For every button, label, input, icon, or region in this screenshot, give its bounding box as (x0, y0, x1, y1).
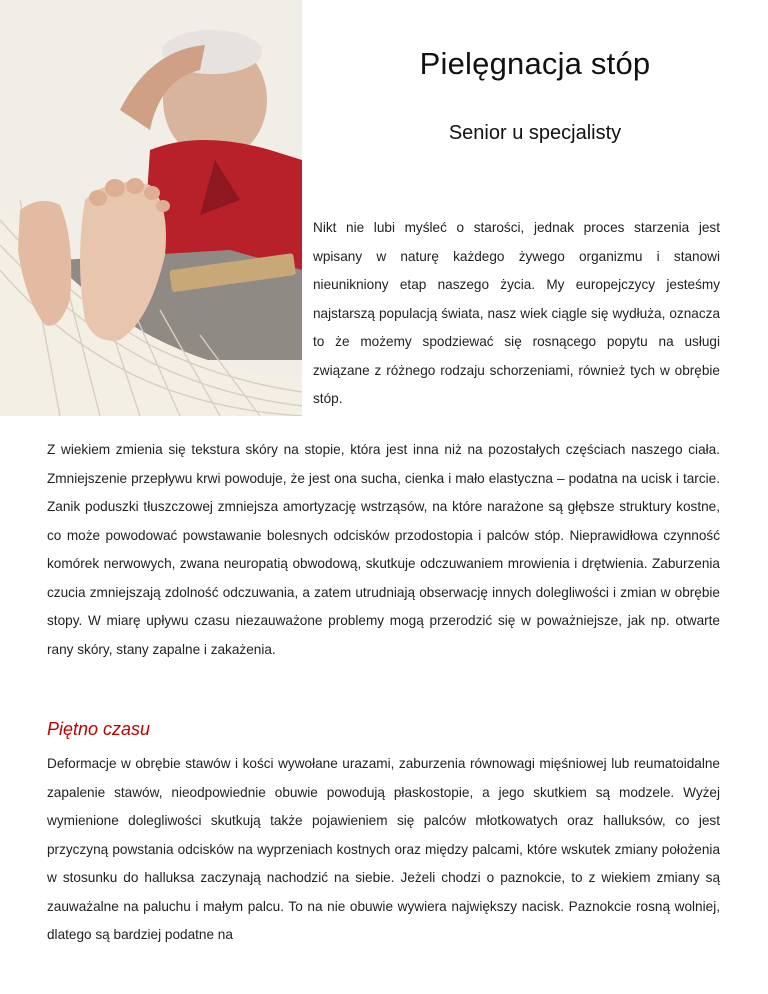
senior-hammock-photo (0, 0, 302, 416)
page-subtitle: Senior u specjalisty (448, 122, 622, 144)
intro-paragraph: Nikt nie lubi myśleć o starości, jednak proces starzenia jest wpisany w naturę każdego żywego organizmu i stanowi nieunikniony etap naszego życia. My europejczycy jesteśmy najstarszą populacją świata, nasz wiek ciągle się wydłuża, oznacza to że możemy spodziewać się rosnącego popytu na usługi związane z różnego rodzaju schorzeniami, również tych w obrębie stóp. (313, 220, 720, 406)
page-title: Pielęgnacja stóp (419, 46, 651, 81)
deformations-paragraph: Deformacje w obrębie stawów i kości wywołane urazami, zaburzenia równowagi mięśniowej lub reumatoidalne zapalenie stawów, nieodpowiednie obuwie powodują płaskostopie, a jego skutkiem są modzele. Wyżej wymienione dolegliwości skutkują także pojawieniem się palców młotkowatych oraz halluksów, co jest przyczyną powstania odcisków na wyprzeniach kostnych oraz między palcami, które wskutek zmiany położenia w stosunku do halluksa zaczynają nachodzić na siebie. Jeżeli chodzi o paznokcie, to z wiekiem zmiany są zauważalne na paluchu i małym palcu. To na nie obuwie wywiera największy nacisk. Paznokcie rosną wolniej, dlatego są bardziej podatne na (47, 756, 720, 942)
section-heading: Piętno czasu (47, 719, 151, 739)
photo-illustration (0, 0, 302, 416)
skin-texture-paragraph: Z wiekiem zmienia się tekstura skóry na stopie, która jest inna niż na pozostałych częściach naszego ciała. Zmniejszenie przepływu krwi powoduje, że jest ona sucha, cienka i mało elastyczna – podatna na ucisk i tarcie. Zanik poduszki tłuszczowej zmniejsza amortyzację wstrząsów, na które narażone są głębsze struktury kostne, co może powodować powstawanie bolesnych odcisków przodostopia i palców stóp. Nieprawidłowa czynność komórek nerwowych, zwana neuropatią obwodową, skutkuje odczuwaniem mrowienia i drętwienia. Zaburzenia czucia zmniejszają zdolność odczuwania, a zatem utrudniają obserwację innych dolegliwości i zmian w obrębie stopy. W miarę upływu czasu niezauważone problemy mogą przerodzić się w poważniejsze, jak np. otwarte rany skóry, stany zapalne i zakażenia. (47, 442, 720, 657)
